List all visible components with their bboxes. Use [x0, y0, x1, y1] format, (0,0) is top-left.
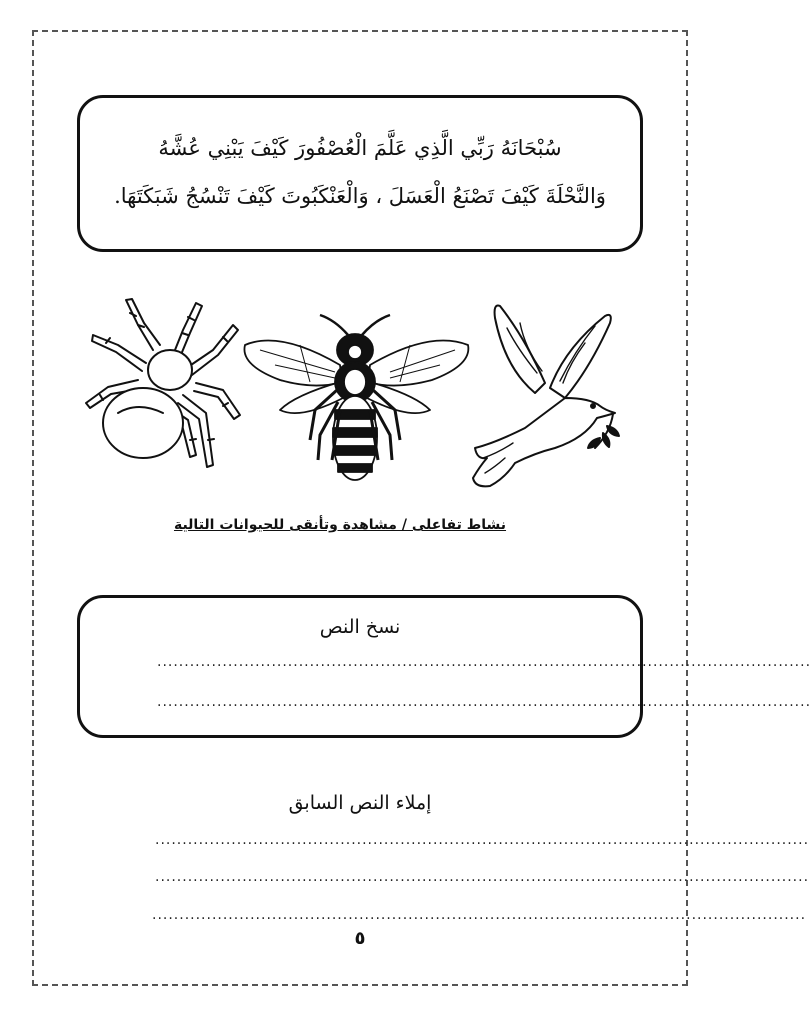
- verse-line: سُبْحَانَهُ رَبِّي الَّذِي عَلَّمَ الْعُصْفُورَ كَيْفَ يَبْنِي عُشَّهُ: [158, 136, 562, 160]
- spider-icon: [78, 295, 248, 485]
- dove-icon: [465, 298, 630, 498]
- page-number: ٥: [354, 928, 366, 949]
- copy-writing-line[interactable]: ........................................................................................................................: [157, 654, 811, 670]
- dictation-label: إملاء النص السابق: [288, 792, 432, 814]
- copy-writing-line[interactable]: ........................................................................................................................: [157, 694, 811, 710]
- verse-line: وَالنَّحْلَةَ كَيْفَ تَصْنَعُ الْعَسَلَ ، وَالْعَنْكَبُوتَ كَيْفَ تَنْسُجُ شَبَكَتَهَا.: [114, 184, 606, 208]
- activity-title: نشاط تفاعلى / مشاهدة وتأنقى للحيوانات التالية: [173, 517, 507, 533]
- copy-text-label: نسخ النص: [319, 616, 401, 638]
- dictation-writing-line[interactable]: ........................................................................................................................: [155, 869, 810, 885]
- bee-icon: [240, 310, 470, 485]
- dictation-writing-line[interactable]: ........................................................................................................................: [152, 907, 807, 923]
- verse-box: [77, 95, 643, 252]
- dictation-writing-line[interactable]: ........................................................................................................................: [155, 832, 810, 848]
- copy-text-box: [77, 595, 811, 738]
